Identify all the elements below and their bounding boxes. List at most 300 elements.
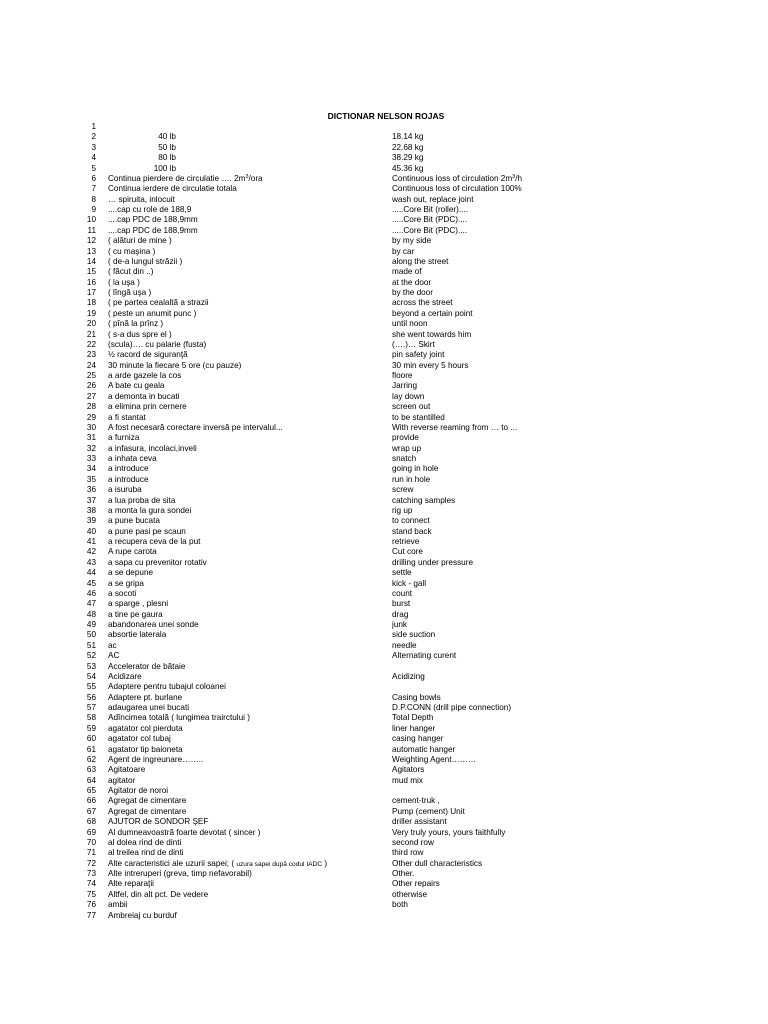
english-term-text: Other repairs [392, 879, 440, 889]
romanian-term-text: a recupera ceva de la put [108, 537, 201, 546]
table-row [0, 257, 768, 267]
english-term-text: drilling under pressure [392, 557, 474, 567]
english-term [392, 288, 722, 298]
table-row [0, 776, 768, 786]
english-term-text: side suction [392, 630, 436, 640]
romanian-term [108, 755, 388, 765]
row-number: 15 [86, 267, 96, 277]
row-number: 56 [86, 692, 96, 702]
english-term [392, 807, 722, 817]
english-term-text: floore [392, 371, 413, 380]
table-row [0, 558, 768, 568]
english-term-text: burst [392, 599, 411, 609]
english-term [392, 184, 722, 194]
romanian-term [108, 527, 388, 537]
romanian-term [108, 745, 388, 755]
table-row [0, 838, 768, 848]
romanian-term-text: A bate cu geala [108, 381, 165, 391]
romanian-term-text: agitator [108, 775, 136, 785]
english-term [392, 547, 722, 557]
row-number: 17 [86, 288, 96, 297]
english-term-text: across the street [392, 298, 453, 308]
table-row [0, 506, 768, 516]
row-number: 32 [86, 443, 96, 453]
english-term-text: beyond a certain point [392, 308, 473, 318]
english-term [392, 143, 722, 153]
romanian-term [108, 568, 388, 578]
table-row [0, 817, 768, 827]
english-term [392, 475, 722, 485]
english-term-text: Agitators [392, 765, 425, 775]
romanian-term [108, 423, 388, 433]
english-term-text: With reverse reaming from … to ... [392, 422, 518, 432]
romanian-term [108, 734, 388, 744]
table-row [0, 122, 768, 132]
row-number: 19 [86, 308, 96, 318]
table-row [0, 879, 768, 889]
row-number: 5 [91, 163, 96, 173]
table-row [0, 361, 768, 371]
romanian-term [108, 848, 388, 858]
romanian-term-text: ( la uşa ) [108, 277, 140, 287]
english-term [392, 579, 722, 589]
english-term-text: automatic hanger [392, 744, 456, 754]
romanian-term-text: ( alături de mine ) [108, 236, 172, 246]
table-row [0, 568, 768, 578]
table-row [0, 485, 768, 495]
english-term-text: Casing bowls [392, 692, 441, 702]
romanian-term-text: 30 minute la fiecare 5 ore (cu pauze) [108, 360, 242, 370]
table-row [0, 537, 768, 547]
table-row [0, 319, 768, 329]
romanian-term [108, 205, 388, 215]
english-term-text: .....Core Bit (PDC).... [392, 215, 468, 225]
english-term-text: wash out, replace joint [392, 194, 474, 204]
row-number: 57 [86, 703, 96, 712]
english-term [392, 257, 722, 267]
romanian-term-text: Agent de ingreunare…….. [108, 754, 204, 764]
english-term [392, 527, 722, 537]
row-number: 71 [86, 848, 96, 858]
romanian-term [108, 869, 388, 879]
row-number: 18 [86, 298, 96, 308]
table-row [0, 630, 768, 640]
romanian-term [108, 610, 388, 620]
romanian-term [108, 164, 176, 174]
romanian-term [108, 195, 388, 205]
english-term [392, 537, 722, 547]
row-number: 33 [86, 454, 96, 463]
row-number: 76 [86, 900, 96, 910]
romanian-term-text: ....cap PDC de 188,9mm [108, 215, 198, 225]
english-term-suffix: /h [515, 173, 523, 183]
row-number: 51 [86, 640, 96, 650]
table-row [0, 475, 768, 485]
english-term [392, 745, 722, 755]
row-number: 44 [86, 568, 96, 578]
romanian-term [108, 330, 388, 340]
row-number: 28 [86, 402, 96, 412]
english-term-text: snatch [392, 454, 417, 463]
table-row [0, 215, 768, 225]
table-row [0, 724, 768, 734]
table-row [0, 755, 768, 765]
romanian-term [108, 433, 388, 443]
english-term [392, 298, 722, 308]
english-term-text: liner hanger [392, 723, 436, 733]
row-number: 10 [86, 215, 96, 225]
row-number: 9 [91, 205, 96, 214]
english-term [392, 703, 722, 713]
dictionary-table [0, 122, 768, 921]
romanian-term-text: a introduce [108, 464, 149, 474]
romanian-term-text: Agitatoare [108, 765, 146, 775]
romanian-term [108, 319, 388, 329]
table-row [0, 641, 768, 651]
romanian-term-text: AC [108, 651, 120, 661]
romanian-term-text: Alte reparaţii [108, 879, 154, 889]
romanian-term [108, 713, 388, 723]
romanian-term-text: Continua ierdere de circulatie totala [108, 184, 237, 194]
english-term [392, 153, 722, 163]
romanian-term [108, 361, 388, 371]
row-number: 54 [86, 671, 96, 681]
english-term [392, 589, 722, 599]
row-number: 1 [91, 122, 96, 131]
row-number: 40 [86, 526, 96, 536]
english-term [392, 330, 722, 340]
romanian-term-text: a socoti [108, 588, 137, 598]
romanian-term-text: agatator col pierduta [108, 723, 183, 733]
romanian-term [108, 547, 388, 557]
row-number: 72 [86, 858, 96, 868]
english-term [392, 496, 722, 506]
romanian-term-text: ac [108, 640, 117, 650]
table-row [0, 298, 768, 308]
row-number: 63 [86, 765, 96, 775]
romanian-term [108, 693, 388, 703]
romanian-term-text: 100 lb [153, 163, 176, 173]
table-row [0, 350, 768, 360]
romanian-term-text: A rupe carota [108, 547, 157, 557]
romanian-term [108, 464, 388, 474]
romanian-term-text: ½ racord de siguranţă [108, 350, 188, 360]
table-row [0, 599, 768, 609]
romanian-term-text: a arde gazele la cos [108, 371, 182, 380]
table-row [0, 807, 768, 817]
table-row [0, 164, 768, 174]
row-number: 64 [86, 775, 96, 785]
row-number: 74 [86, 879, 96, 889]
romanian-term [108, 662, 388, 672]
english-term-text: Cut core [392, 547, 423, 557]
romanian-term-text: Adaptere pt. burlane [108, 692, 183, 702]
english-term-text: Alternating curent [392, 651, 457, 661]
english-term [392, 381, 722, 391]
romanian-term-text: Al dumneavoastră foarte devotat ( sincer ) [108, 827, 261, 837]
english-term [392, 350, 722, 360]
row-number: 41 [86, 537, 96, 546]
english-term-text: wrap up [392, 443, 422, 453]
romanian-term-text: al treilea rind de dinti [108, 848, 184, 858]
romanian-term-text: Altfel, din alt pct. De vedere [108, 889, 209, 899]
table-row [0, 371, 768, 381]
english-term-text: Total Depth [392, 713, 434, 723]
english-term-text: provide [392, 433, 419, 443]
romanian-term [108, 630, 388, 640]
romanian-term-text: (scula)…. cu palarie (fusta) [108, 339, 207, 349]
romanian-term-text: agatator tip baioneta [108, 744, 183, 754]
english-term-text: Other. [392, 869, 415, 878]
romanian-term-text: ( pe partea cealaltă a strazii [108, 298, 209, 308]
table-row [0, 911, 768, 921]
english-term [392, 900, 722, 910]
romanian-term [108, 786, 388, 796]
table-row [0, 859, 768, 869]
romanian-term-suffix: ) [322, 858, 328, 868]
row-number: 11 [87, 225, 96, 235]
english-term-text: screw [392, 485, 414, 495]
english-term-text: both [392, 900, 408, 910]
romanian-term [108, 215, 388, 225]
english-term [392, 599, 722, 609]
romanian-term-text: Agregat de cimentare [108, 796, 187, 806]
english-term [392, 734, 722, 744]
english-term [392, 464, 722, 474]
english-term-text: pin safety joint [392, 350, 445, 360]
table-row [0, 693, 768, 703]
romanian-term-text: a fi stantat [108, 412, 146, 422]
romanian-term [108, 257, 388, 267]
english-term [392, 724, 722, 734]
romanian-term-text: a se depune [108, 568, 154, 578]
row-number: 38 [86, 505, 96, 515]
romanian-term-text: a furniza [108, 433, 140, 443]
english-term-text: .....Core Bit (PDC).... [392, 225, 468, 235]
english-term [392, 319, 722, 329]
row-number: 7 [91, 184, 96, 194]
romanian-term [108, 828, 388, 838]
row-number: 49 [86, 620, 96, 629]
row-number: 29 [86, 412, 96, 422]
english-term [392, 765, 722, 775]
romanian-term-text: a isuruba [108, 485, 142, 495]
romanian-term [108, 796, 388, 806]
romanian-term-text: Continua pierdere de circulatie …. 2m [108, 173, 246, 183]
english-term [392, 869, 722, 879]
romanian-term [108, 247, 388, 257]
table-row [0, 247, 768, 257]
english-term-text: lay down [392, 391, 425, 401]
english-term-text: catching samples [392, 495, 456, 505]
english-term-text: she went towards him [392, 329, 472, 339]
row-number: 65 [86, 786, 96, 795]
table-row [0, 278, 768, 288]
english-term [392, 132, 722, 142]
english-term [392, 838, 722, 848]
english-term-text: Other dull characteristics [392, 858, 483, 868]
romanian-term-text: 80 lb [158, 153, 176, 163]
romanian-term [108, 506, 388, 516]
english-term [392, 340, 722, 350]
english-term [392, 713, 722, 723]
romanian-term [108, 298, 388, 308]
english-term-text: retrieve [392, 537, 420, 546]
english-term-text: Continuous loss of circulation 2m [392, 173, 513, 183]
english-term [392, 392, 722, 402]
english-term-text: 18.14 kg [392, 132, 424, 142]
english-term [392, 433, 722, 443]
english-term [392, 672, 722, 682]
table-row [0, 195, 768, 205]
english-term-text: junk [392, 620, 408, 629]
english-term-text: along the street [392, 256, 449, 266]
table-row [0, 423, 768, 433]
romanian-term-text: ( făcut din ..) [108, 267, 154, 277]
romanian-term [108, 620, 388, 630]
table-row [0, 786, 768, 796]
romanian-term-text: a tine pe gaura [108, 609, 163, 619]
english-term-text: casing hanger [392, 734, 444, 744]
row-number: 6 [91, 173, 96, 183]
romanian-term-text: a se gripa [108, 578, 144, 588]
row-number: 50 [86, 630, 96, 640]
english-term [392, 423, 722, 433]
romanian-term-text: ( cu maşina ) [108, 246, 156, 256]
romanian-term-text: Adîncimea totală ( lungimea trairctului ) [108, 713, 250, 723]
row-number: 77 [86, 910, 96, 920]
romanian-term-text: … spiruita, inlocuit [108, 194, 175, 204]
row-number: 39 [86, 516, 96, 526]
english-term [392, 879, 722, 889]
english-term-text: 38.29 kg [392, 153, 424, 163]
english-term [392, 516, 722, 526]
romanian-term-text: Agitator de noroi [108, 786, 169, 795]
romanian-term [108, 402, 388, 412]
table-row [0, 496, 768, 506]
row-number: 31 [86, 433, 96, 443]
romanian-term [108, 651, 388, 661]
romanian-term [108, 309, 388, 319]
english-term [392, 454, 722, 464]
table-row [0, 392, 768, 402]
romanian-term-text: al dolea rind de dinti [108, 837, 182, 847]
english-term-text: D.P.CONN (drill pipe connection) [392, 703, 512, 712]
english-term-text: kick - gall [392, 578, 427, 588]
english-term-text: Pump (cement) Unit [392, 806, 465, 816]
row-number: 73 [86, 869, 96, 878]
row-number: 62 [86, 754, 96, 764]
english-term-text: cement-truk , [392, 796, 440, 806]
table-row [0, 236, 768, 246]
romanian-term-text: a demonta in bucati [108, 391, 180, 401]
table-row [0, 132, 768, 142]
row-number: 26 [86, 381, 96, 391]
english-term-text: made of [392, 267, 422, 277]
romanian-term-text: a pune bucata [108, 516, 160, 526]
romanian-term [108, 890, 388, 900]
english-term-text: third row [392, 848, 424, 858]
romanian-term [108, 900, 388, 910]
table-row [0, 454, 768, 464]
row-number: 35 [86, 474, 96, 484]
table-row [0, 174, 768, 184]
romanian-term [108, 838, 388, 848]
romanian-term [108, 682, 388, 692]
romanian-term [108, 153, 176, 163]
english-term-text: second row [392, 837, 434, 847]
english-term-text: 30 min every 5 hours [392, 360, 469, 370]
romanian-term [108, 765, 388, 775]
english-term-text: at the door [392, 277, 432, 287]
english-term-text: by my side [392, 236, 432, 246]
romanian-term [108, 454, 388, 464]
row-number: 22 [86, 339, 96, 349]
table-row [0, 309, 768, 319]
row-number: 34 [86, 464, 96, 474]
table-row [0, 662, 768, 672]
document-title: DICTIONAR NELSON ROJAS [327, 111, 445, 121]
row-number: 16 [86, 277, 96, 287]
english-term-text: by car [392, 246, 415, 256]
row-number: 30 [86, 422, 96, 432]
english-term [392, 755, 722, 765]
table-row [0, 900, 768, 910]
row-number: 58 [86, 713, 96, 723]
row-number: 12 [86, 236, 96, 246]
romanian-term [108, 496, 388, 506]
english-term-text: going in hole [392, 464, 439, 474]
table-row [0, 340, 768, 350]
english-term [392, 444, 722, 454]
english-term [392, 402, 722, 412]
row-number: 68 [86, 817, 96, 827]
romanian-term-text: abandonarea unei sonde [108, 620, 199, 629]
english-term [392, 848, 722, 858]
romanian-term [108, 599, 388, 609]
english-term-text: Jarring [392, 381, 418, 391]
english-term [392, 506, 722, 516]
romanian-term [108, 807, 388, 817]
english-term [392, 226, 722, 236]
romanian-term [108, 911, 388, 921]
english-term [392, 796, 722, 806]
table-row [0, 527, 768, 537]
romanian-term [108, 350, 388, 360]
romanian-term [108, 703, 388, 713]
english-term-text: needle [392, 640, 417, 650]
romanian-term-text: Alte caracteristici ale uzurii sapei; ( [108, 858, 237, 868]
romanian-term-text: ambii [108, 900, 128, 910]
row-number: 52 [86, 651, 96, 661]
english-term [392, 641, 722, 651]
english-term-text: run in hole [392, 474, 431, 484]
row-number: 67 [86, 806, 96, 816]
romanian-term-text: ( peste un anumit punc ) [108, 308, 197, 318]
romanian-term [108, 288, 388, 298]
romanian-term [108, 340, 388, 350]
romanian-term [108, 879, 388, 889]
english-term [392, 693, 722, 703]
row-number: 25 [86, 371, 96, 380]
english-term [392, 309, 722, 319]
english-term-text: stand back [392, 526, 432, 536]
english-term [392, 236, 722, 246]
romanian-term-text: Alte intreruperi (greva, timp nefavorabil) [108, 869, 252, 878]
row-number: 36 [86, 485, 96, 495]
row-number: 3 [91, 142, 96, 152]
romanian-term [108, 132, 176, 142]
